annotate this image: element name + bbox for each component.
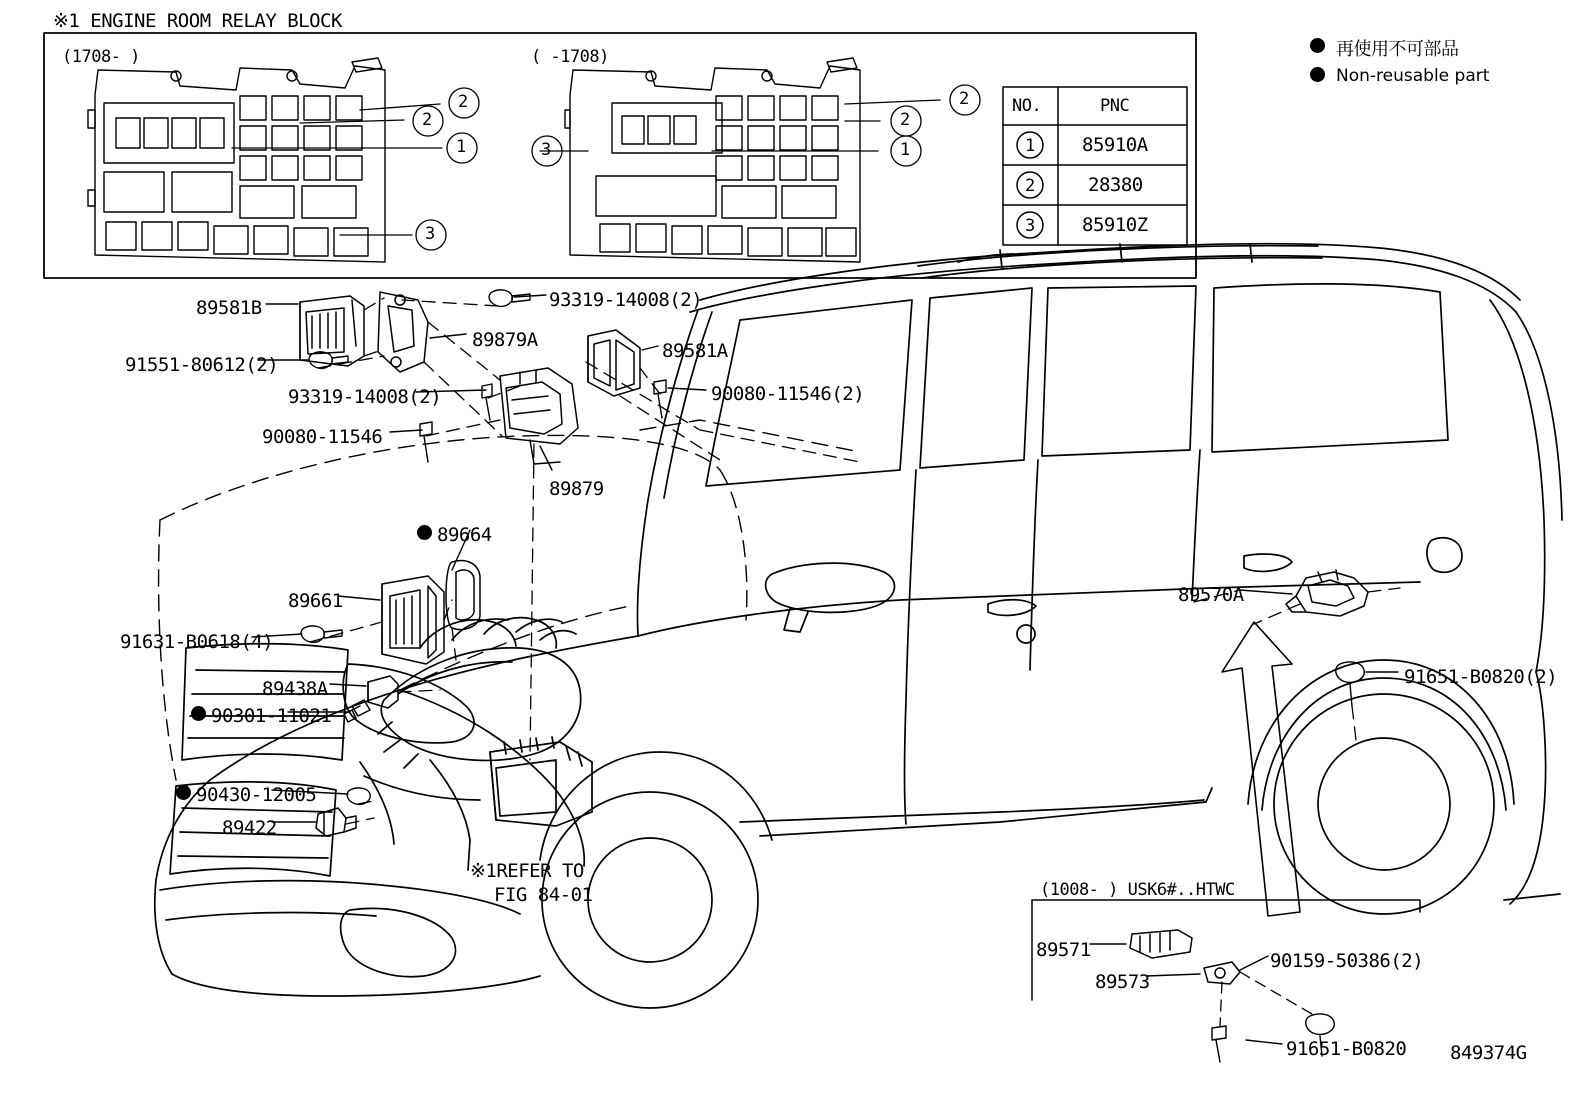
legend-en-text: Non-reusable part (1336, 66, 1490, 86)
table-row-2-pnc: 85910Z (1082, 214, 1148, 236)
non-reusable-dot-m-90430 (176, 785, 191, 800)
part-label-91651-B08202: 91651-B0820(2) (1404, 666, 1558, 688)
legend-jp-text: 再使用不可部品 (1336, 39, 1459, 60)
callout-left-4: 3 (425, 224, 435, 244)
table-header-pnc: PNC (1100, 96, 1130, 116)
mount-direction-arrow (1222, 622, 1300, 916)
part-label-89438A: 89438A (262, 678, 328, 700)
table-row-1-pnc: 28380 (1088, 174, 1143, 196)
relay-block-title: ※1 ENGINE ROOM RELAY BLOCK (53, 10, 342, 32)
part-label-89661: 89661 (288, 590, 343, 612)
part-label-89664: 89664 (437, 524, 492, 546)
part-label-89422: 89422 (222, 817, 277, 839)
callout-right-2: 2 (900, 110, 910, 130)
part-label-93319-140082: 93319-14008(2) (549, 289, 703, 311)
part-label-90159-503862: 90159-50386(2) (1270, 950, 1424, 972)
table-row-1-no: 2 (1025, 176, 1035, 196)
part-89581A-illustration (588, 330, 640, 396)
part-label-91551-806122: 91551-80612(2) (125, 354, 279, 376)
variant-left-label: (1708- ) (62, 47, 140, 67)
relay-block-right-illustration (565, 58, 860, 262)
part-89879-illustration (500, 368, 578, 464)
non-reusable-dot-en (1310, 67, 1325, 82)
callout-right-3: 1 (900, 140, 910, 160)
inset-variant-label: (1008- ) USK6#..HTWC (1040, 880, 1235, 900)
part-label-90080-11546: 90080-11546 (262, 426, 383, 448)
part-label-90080-115462: 90080-11546(2) (711, 383, 865, 405)
table-row-0-pnc: 85910A (1082, 134, 1148, 156)
non-reusable-dot-jp (1310, 38, 1325, 53)
refer-note-line2: FIG 84-01 (494, 884, 593, 906)
part-label-89581A: 89581A (662, 340, 728, 362)
table-row-0-no: 1 (1025, 136, 1035, 156)
part-89879A-illustration (378, 292, 428, 372)
part-label-90430-12005: 90430-12005 (196, 784, 317, 806)
part-label-89581B: 89581B (196, 297, 262, 319)
table-header-no: NO. (1012, 96, 1042, 116)
part-label-91631-B06184: 91631-B0618(4) (120, 631, 274, 653)
part-label-90301-11021: 90301-11021 (211, 705, 332, 727)
fasteners (301, 290, 1364, 1062)
part-89661-illustration (382, 576, 444, 664)
part-89422-illustration (316, 808, 356, 836)
refer-note-line1: ※1REFER TO (470, 860, 584, 882)
part-89570A-illustration (1286, 570, 1368, 616)
non-reusable-dot-m-90301 (191, 706, 206, 721)
part-label-93319-140082: 93319-14008(2) (288, 386, 442, 408)
part-label-89879: 89879 (549, 478, 604, 500)
part-label-91651-B0820: 91651-B0820 (1286, 1038, 1407, 1060)
part-label-89573: 89573 (1095, 971, 1150, 993)
variant-right-label: ( -1708) (531, 47, 609, 67)
callout-right-1: 2 (959, 89, 969, 109)
callout-right-4: 3 (541, 140, 551, 160)
callout-left-2: 2 (422, 110, 432, 130)
assembly-dashed-lines (310, 298, 1400, 824)
relay-block-left-illustration (88, 58, 385, 262)
figure-code: 849374G (1450, 1042, 1527, 1064)
part-label-89570A: 89570A (1178, 584, 1244, 606)
non-reusable-dot-m-89664 (417, 525, 432, 540)
callout-left-3: 1 (456, 137, 466, 157)
table-row-2-no: 3 (1025, 216, 1035, 236)
part-label-89571: 89571 (1036, 939, 1091, 961)
callout-left-1: 2 (458, 92, 468, 112)
part-label-89879A: 89879A (472, 329, 538, 351)
vehicle-illustration (155, 244, 1562, 1008)
